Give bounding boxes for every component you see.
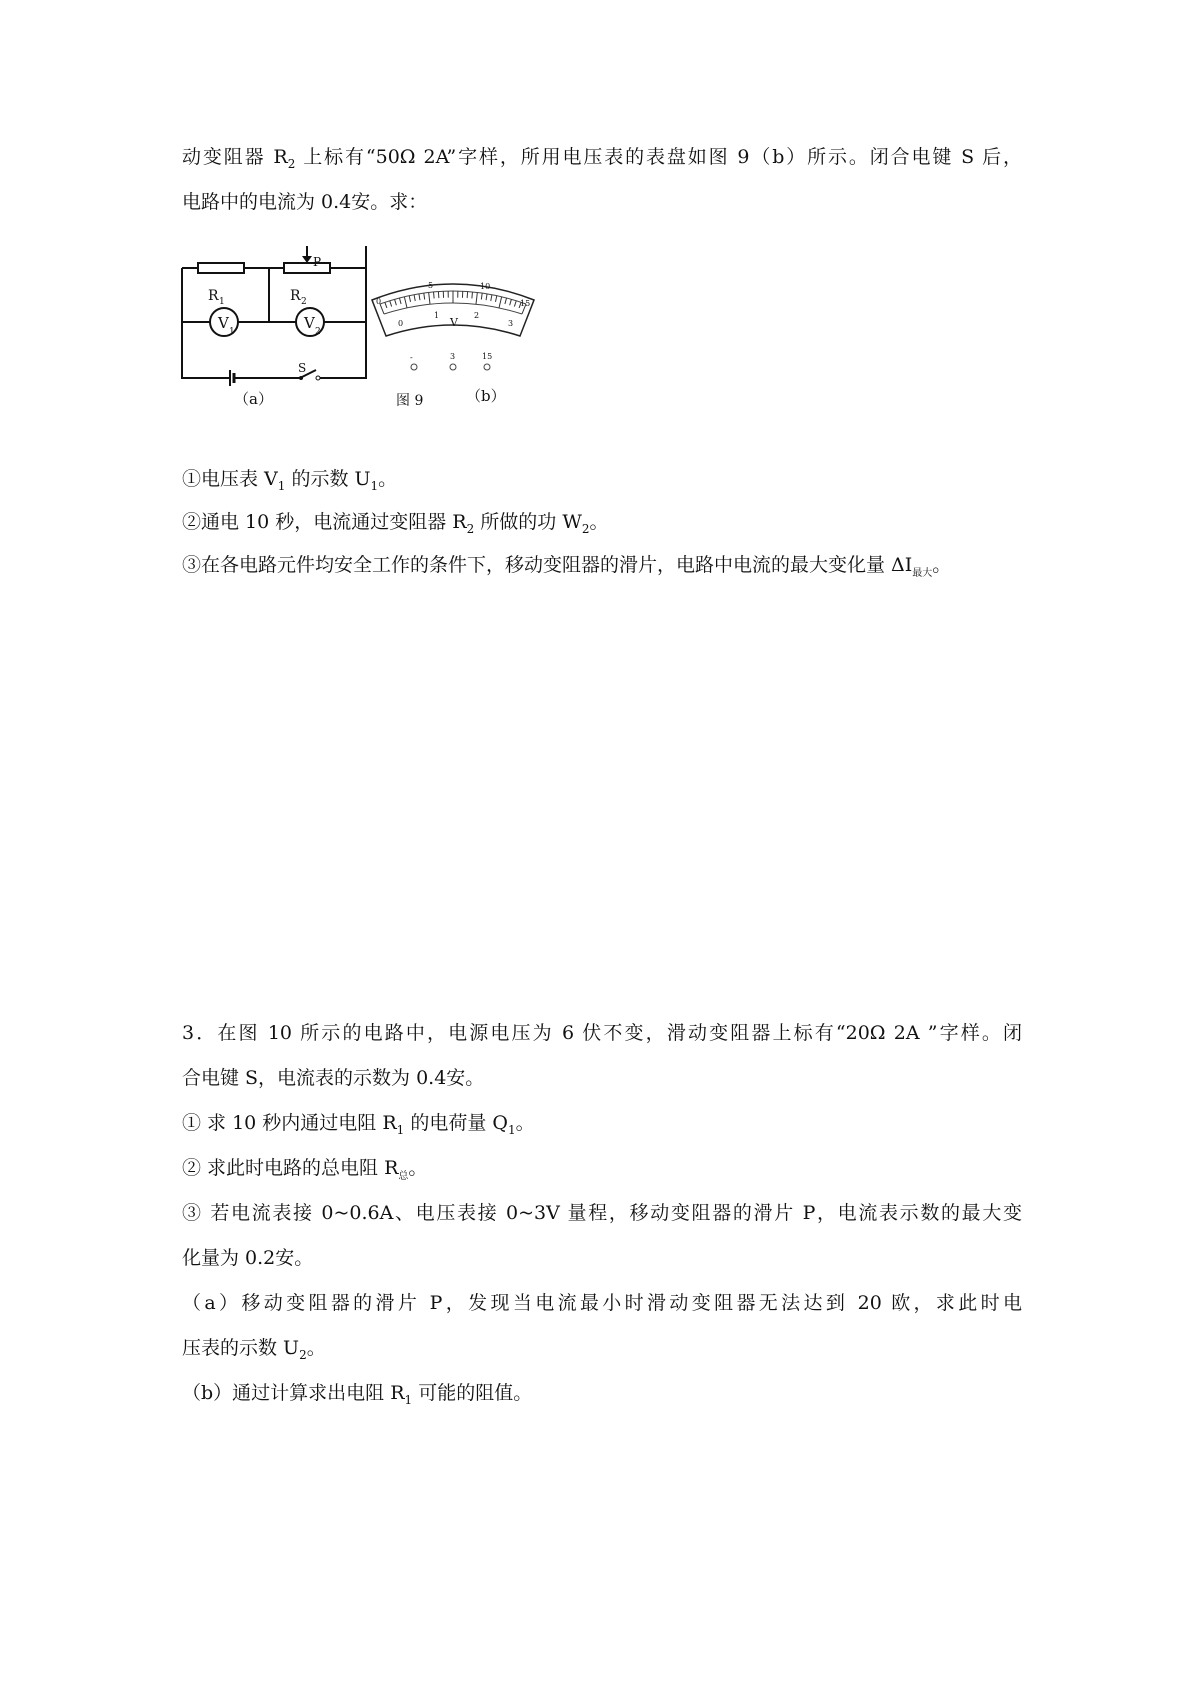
lower-scale-3: 3 bbox=[508, 319, 514, 328]
slider-label: P bbox=[313, 255, 322, 269]
terminal-15 bbox=[484, 364, 490, 370]
p3-q1-a: ① 求 10 秒内通过电阻 R bbox=[182, 1112, 397, 1134]
r2-label: R bbox=[290, 288, 301, 304]
upper-scale-0: 0 bbox=[376, 297, 382, 306]
p3-q3-line1: ③ 若电流表接 0~0.6A、电压表接 0~3V 量程，移动变阻器的滑片 P，电流表示数的最大变 bbox=[182, 1202, 1022, 1224]
p2-q3-a-sub: 最大 bbox=[912, 568, 933, 579]
dial-unit: V bbox=[450, 316, 458, 329]
v1-label: V bbox=[218, 314, 229, 332]
v2-label: V bbox=[304, 314, 315, 332]
terminal-neg bbox=[411, 364, 417, 370]
lower-scale-0: 0 bbox=[398, 319, 404, 328]
r1-label-sub: 1 bbox=[219, 297, 225, 307]
p3-q2-a-sub: 总 bbox=[398, 1171, 409, 1182]
p2-q3 bbox=[182, 553, 951, 586]
dial-tick bbox=[476, 292, 477, 304]
p2-q2-b: 所做的功 W bbox=[474, 511, 582, 533]
figure-9-svg bbox=[178, 246, 588, 446]
p2-q1-b-sub: 1 bbox=[370, 479, 379, 493]
p3-q3-line2: 化量为 0.2安。 bbox=[182, 1247, 314, 1269]
switch-pivot bbox=[299, 376, 303, 380]
v1-label-sub: 1 bbox=[229, 327, 235, 337]
dial-tick bbox=[495, 296, 496, 302]
lower-scale-2: 2 bbox=[474, 311, 480, 320]
p3-q1-a-sub: 1 bbox=[396, 1123, 405, 1137]
upper-scale-5: 5 bbox=[428, 281, 434, 290]
p2-q2-b-sub: 2 bbox=[581, 522, 590, 536]
wire-top-right bbox=[330, 268, 366, 322]
dial-tick bbox=[414, 295, 415, 301]
dial-tick bbox=[395, 299, 397, 305]
lower-scale-1: 1 bbox=[434, 311, 440, 320]
upper-scale-15: 15 bbox=[520, 299, 531, 308]
p2-q1-b: 的示数 U bbox=[285, 468, 371, 490]
p3-qa-line2-a: 压表的示数 U bbox=[182, 1337, 300, 1359]
p2-q1 bbox=[182, 467, 397, 498]
dial-tick bbox=[385, 302, 387, 308]
dial-ticks bbox=[380, 291, 526, 314]
p3-line2: 合电键 S，电流表的示数为 0.4安。 bbox=[182, 1067, 485, 1089]
r2-resistor bbox=[284, 263, 330, 273]
p3-q1-c: 。 bbox=[515, 1112, 535, 1134]
upper-scale-10: 10 bbox=[480, 282, 491, 291]
p2-q2-c: 。 bbox=[589, 511, 609, 533]
dial-tick bbox=[399, 298, 401, 304]
p2-q1-c: 。 bbox=[378, 468, 398, 490]
p3-qb-a: （b）通过计算求出电阻 R bbox=[182, 1382, 405, 1404]
p3-qa-line2 bbox=[182, 1336, 326, 1367]
p2-intro-line2: 电路中的电流为 0.4安。求： bbox=[182, 191, 428, 213]
r1-label: R bbox=[208, 288, 219, 304]
p2-intro-text-b: 上标有“50Ω 2A”字样，所用电压表的表盘如图 9（b）所示。闭合电键 S 后， bbox=[295, 146, 1022, 168]
dial-arc-lower bbox=[384, 303, 522, 314]
figure-b-label: （b） bbox=[466, 387, 506, 405]
dial-tick bbox=[486, 294, 487, 300]
p2-q2-a: ②通电 10 秒，电流通过变阻器 R bbox=[182, 511, 467, 533]
p3-q1-b: 的电荷量 Q bbox=[404, 1112, 508, 1134]
r1-resistor bbox=[198, 263, 244, 273]
dial-tick bbox=[505, 298, 507, 304]
dial-tick bbox=[424, 293, 425, 299]
figure-9 bbox=[178, 246, 588, 446]
p3-q1-b-sub: 1 bbox=[507, 1123, 516, 1137]
dial-tick bbox=[409, 296, 410, 302]
p2-q1-a-sub: 1 bbox=[277, 479, 286, 493]
p2-q1-a: ①电压表 V bbox=[182, 468, 278, 490]
terminal-3-label: 3 bbox=[450, 352, 456, 361]
figure-caption: 图 9 bbox=[396, 393, 424, 409]
dial-tick bbox=[429, 292, 430, 304]
p3-qa-line2-sub: 2 bbox=[299, 1348, 307, 1362]
dial-tick bbox=[390, 301, 392, 307]
p3-line1: 3．在图 10 所示的电路中，电源电压为 6 伏不变，滑动变阻器上标有“20Ω 2A ”字样。闭 bbox=[182, 1022, 1022, 1044]
p2-q3-a: ③在各电路元件均安全工作的条件下，移动变阻器的滑片，电路中电流的最大变化量 ΔI bbox=[182, 554, 913, 576]
p2-intro-sub: 2 bbox=[287, 157, 296, 171]
terminal-15-label: 15 bbox=[482, 352, 493, 361]
p3-qb-sub: 1 bbox=[404, 1393, 413, 1407]
dial-tick bbox=[510, 299, 512, 305]
p2-q3-c: 。 bbox=[932, 554, 952, 576]
figure-a-label: （a） bbox=[234, 390, 273, 408]
p3-q2-c: 。 bbox=[408, 1157, 428, 1179]
switch-contact bbox=[316, 376, 320, 380]
p2-intro-line1 bbox=[182, 145, 1022, 176]
v2-label-sub: 2 bbox=[315, 327, 321, 337]
terminal-neg-label: - bbox=[410, 353, 413, 362]
p2-intro-text-a: 动变阻器 R bbox=[182, 146, 288, 168]
p3-qa-line2-c: 。 bbox=[306, 1337, 326, 1359]
dial-tick bbox=[419, 294, 420, 300]
dial-tick bbox=[499, 297, 502, 308]
p3-qa-line1: （a）移动变阻器的滑片 P，发现当电流最小时滑动变阻器无法达到 20 欧，求此时电 bbox=[182, 1292, 1022, 1314]
terminal-3 bbox=[450, 364, 456, 370]
p3-qb bbox=[182, 1381, 532, 1412]
dial-tick bbox=[481, 293, 482, 299]
dial-tick bbox=[404, 297, 407, 308]
switch-label: S bbox=[298, 361, 307, 375]
wire-bottom-right bbox=[318, 322, 366, 378]
dial-tick bbox=[491, 295, 492, 301]
dial-tick bbox=[434, 292, 435, 299]
circuit-a bbox=[182, 246, 366, 386]
p2-q2 bbox=[182, 510, 609, 541]
r2-label-sub: 2 bbox=[301, 297, 307, 307]
slider-arrow bbox=[302, 256, 312, 263]
dial-tick bbox=[472, 292, 473, 299]
p2-q2-a-sub: 2 bbox=[466, 522, 475, 536]
dial-tick bbox=[514, 301, 516, 307]
p3-q1 bbox=[182, 1111, 535, 1142]
p3-q2-a: ② 求此时电路的总电阻 R bbox=[182, 1157, 399, 1179]
p3-qb-b: 可能的阻值。 bbox=[412, 1382, 533, 1404]
voltmeter-dial bbox=[372, 281, 534, 370]
p3-q2 bbox=[182, 1156, 427, 1189]
